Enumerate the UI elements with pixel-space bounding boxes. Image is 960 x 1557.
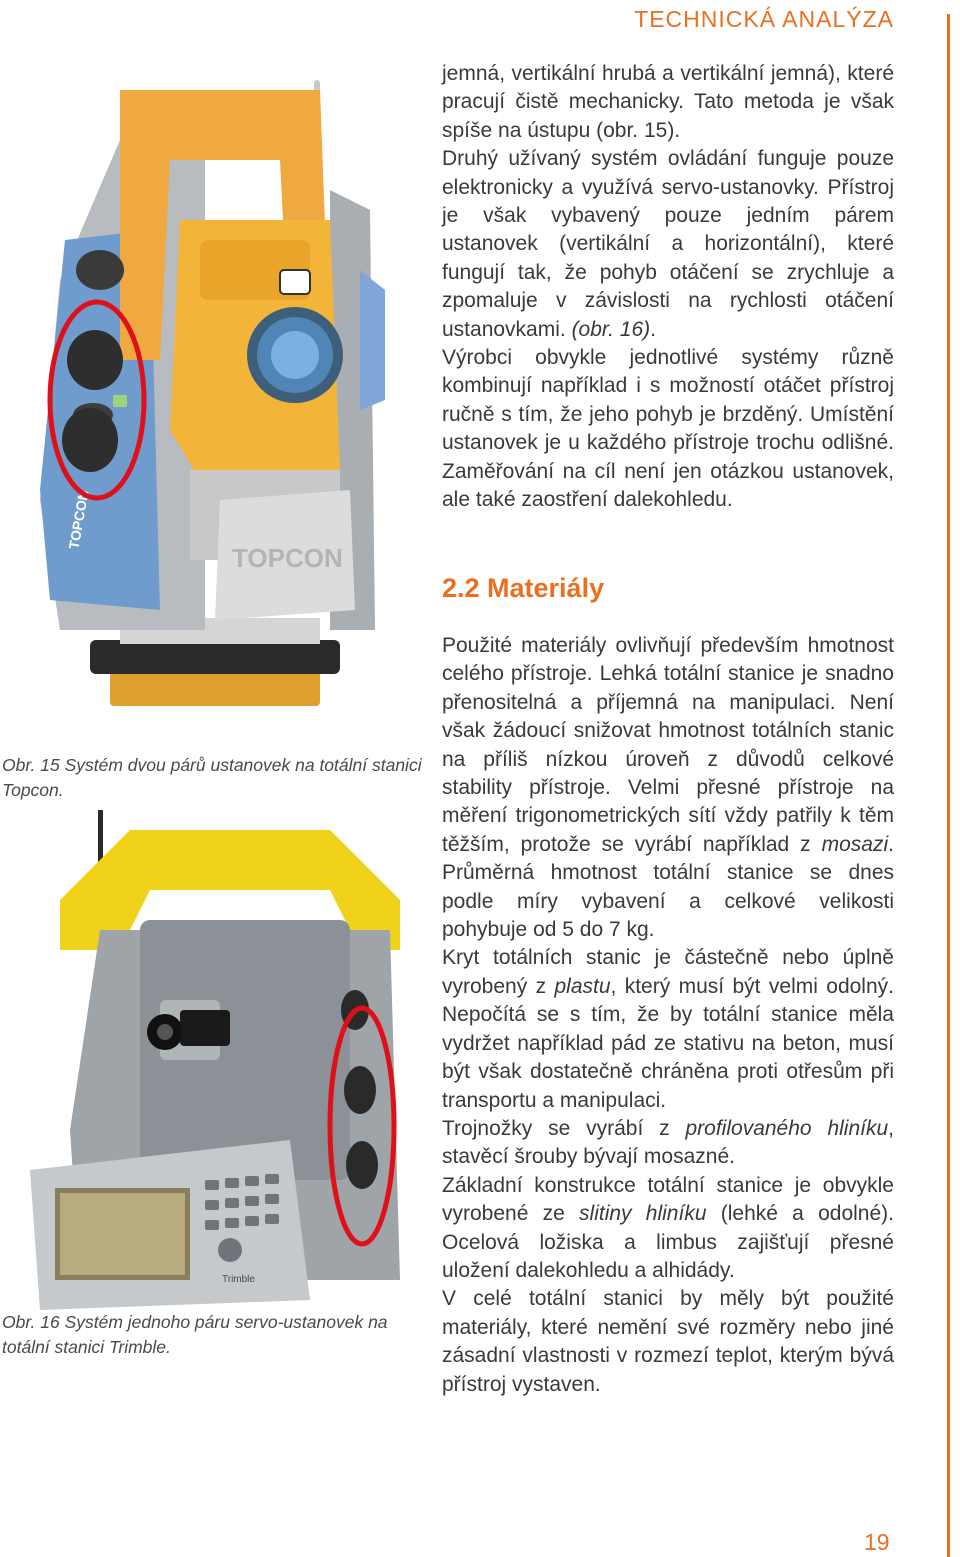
trimble-logo-text: Trimble [222, 1274, 255, 1285]
topcon-illustration [0, 70, 419, 750]
paragraph: V celé totální stanici by měly být použité materiály, které nemění své rozměry nebo jiné zásadní vlastnosti v rozmezí teplot, kterým bývá přístroj vystaven. [442, 1287, 894, 1396]
figure-topcon-total-station [0, 70, 419, 750]
paragraph: Použité materiály ovlivňují především hmotnost celého přístroje. Lehká totální stanice je snadno přenositelná a příjemná na manipulaci. Není však žádoucí snižovat hmotnost totálních stanic na příliš nízkou úroveň z důvodů celkové stability přístroje. Velmi přesné přístroje na měření trigonometrických sítí vždy patřily k těm těžším, protože se vyrábí například z mosazi. Průměrná hmotnost totální stanice se dnes podle míry vybavení a celkové velikosti pohybuje od 5 do 7 kg. [442, 634, 894, 942]
paragraph: Výrobci obvykle jednotlivé systémy různě kombinují například i s možností otáčet přístroj ručně s tím, že jeho pohyb je brzděný. Umístění ustanovek je u každého přístroje trochu odlišné. Zaměřování na cíl není jen otázkou ustanovek, ale také zaostření dalekohledu. [442, 346, 894, 512]
paragraph: Druhý užívaný systém ovládání funguje pouze elektronicky a využívá servo-ustanovky. Přístroj je však vybavený pouze jedním párem ustanovek (vertikální a horizontální), které fungují tak, že pohyb otáčení se zrychluje a zpomaluje v závislosti na rychlosti otáčení ustanovkami. (obr. 16). [442, 147, 894, 341]
figure-15-caption: Obr. 15 Systém dvou párů ustanovek na totální stanici Topcon. [2, 755, 422, 800]
figure-reference: (obr. 16) [571, 317, 651, 341]
page-number: 19 [864, 1529, 890, 1555]
trimble-illustration [0, 810, 419, 1310]
figure-trimble-total-station [0, 810, 419, 1310]
section-header-title: TECHNICKÁ ANALÝZA [634, 6, 894, 32]
topcon-side-logo-text: TOPCON [65, 488, 92, 551]
paragraph: Trojnožky se vyrábí z profilovaného hliníku, stavěcí šrouby bývají mosazné. [442, 1116, 894, 1169]
topcon-logo-text: TOPCON [232, 543, 343, 573]
text-column-lower [442, 632, 894, 1399]
section-heading: 2.2 Materiály [442, 573, 605, 603]
text-column-upper [442, 60, 894, 515]
accent-side-bar [947, 14, 950, 1557]
paragraph: Základní konstrukce totální stanice je obvykle vyrobené ze slitiny hliníku (lehké a odolné). Ocelová ložiska a limbus zajišťují přesné uložení dalekohledu a alhidády. [442, 1173, 894, 1282]
paragraph: jemná, vertikální hrubá a vertikální jemná), které pracují čistě mechanicky. Tato metoda je však spíše na ústupu (obr. 15). [442, 62, 894, 142]
figure-16-caption: Obr. 16 Systém jednoho páru servo-ustanovek na totální stanici Trimble. [2, 1312, 388, 1357]
paragraph: Kryt totálních stanic je částečně nebo úplně vyrobený z plastu, který musí být velmi odolný. Nepočítá se s tím, že by totální stanice měla vydržet například pád ze stativu na beton, musí být však dostatečně chráněna proti otřesům při transportu a manipulaci. [442, 946, 894, 1112]
